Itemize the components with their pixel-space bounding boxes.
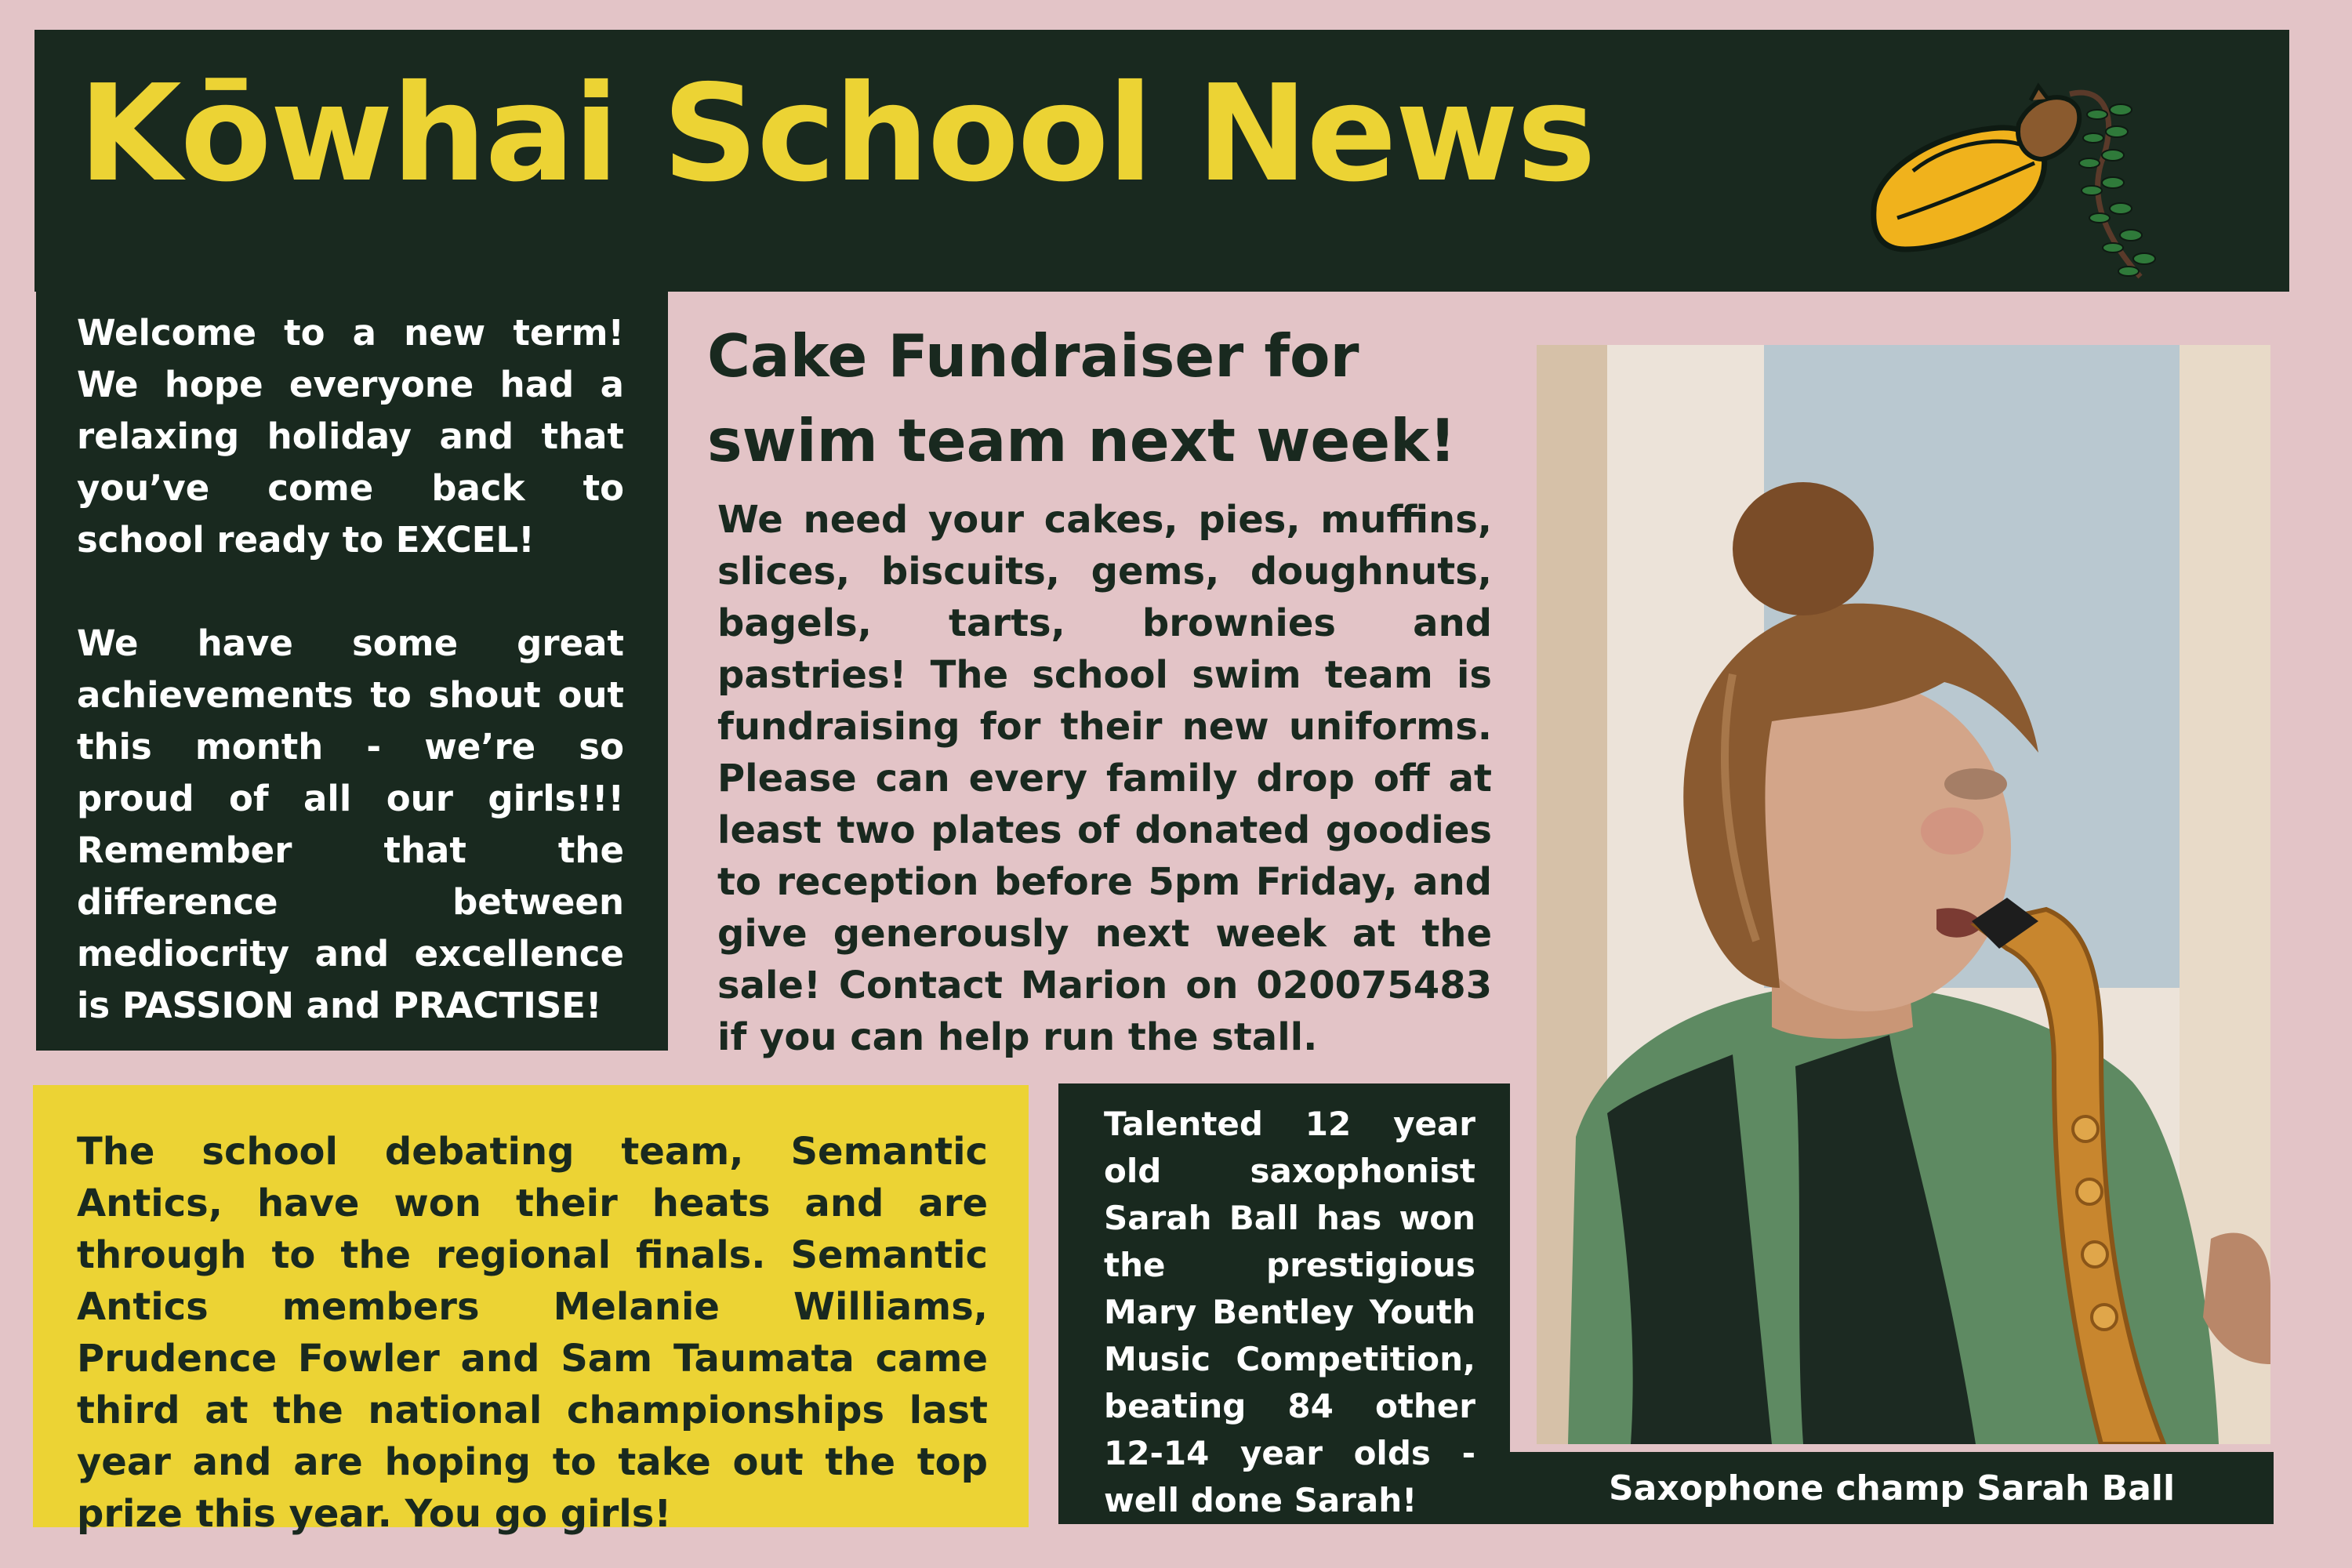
debating-team-box: [33, 1085, 1029, 1536]
debating-team-body: The school debating team, Semantic Antics, have won their heats and are through to the regional finals. Semantic Antics members Melanie Williams, Prudence Fowler and Sam Taumata came third at the national championships last year and are hoping to take out the top prize this year. You go girls!: [77, 1130, 988, 1536]
saxophonist-illustration: [1537, 345, 2270, 1444]
masthead: [34, 30, 2289, 292]
photo-caption: [1510, 1452, 2274, 1524]
newsletter-title: Kōwhai School News: [78, 56, 1595, 212]
photo-caption-text: Saxophone champ Sarah Ball: [1608, 1468, 2176, 1508]
saxophonist-body: Talented 12 year old saxophonist Sarah Ball has won the prestigious Mary Bentley Youth Music Competition, beating 84 other 12-14 year olds - well done Sarah!: [1104, 1105, 1475, 1519]
saxophonist-photo: [1537, 345, 2270, 1444]
welcome-box: [36, 290, 668, 1051]
cake-fundraiser-body: We need your cakes, pies, muffins, slices, biscuits, gems, doughnuts, bagels, tarts, brownies and pastries! The school swim team is fundraising for their new uniforms. Please can every family drop off at least two plates of donated goodies to reception before 5pm Friday, and give generously next week at the sale! Contact Marion on 020075483 if you can help run the stall.: [717, 498, 1492, 1059]
achievements-paragraph: We have some great achievements to shout out this month - we’re so proud of all our girls!!! Remember that the difference between mediocrity and excellence is PASSION and PRACTISE!: [77, 622, 624, 1026]
saxophonist-box: [1058, 1083, 1510, 1524]
cake-fundraiser-heading: Cake Fundraiser for swim team next week!: [707, 321, 1457, 475]
kowhai-flower-icon: [1842, 53, 2187, 289]
welcome-paragraph: Welcome to a new term! We hope everyone had a relaxing holiday and that you’ve come back to school ready to EXCEL!: [77, 312, 624, 561]
